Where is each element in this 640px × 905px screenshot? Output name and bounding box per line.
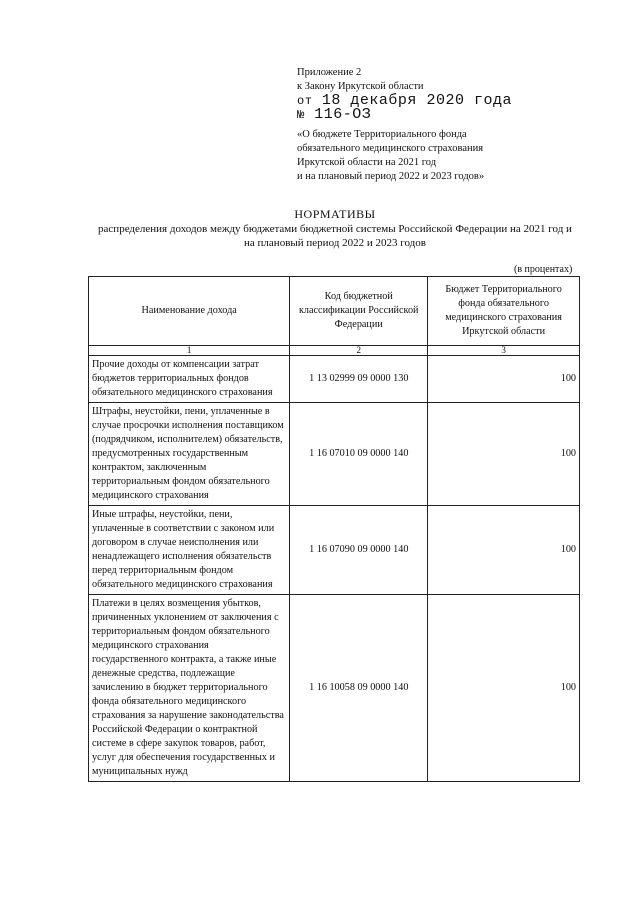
number-prefix: №: [297, 108, 305, 122]
document-title-block: [80, 207, 590, 250]
budget-code: 1 16 07010 09 0000 140: [290, 403, 428, 506]
table-header-row: [89, 277, 580, 346]
budget-code: 1 13 02999 09 0000 130: [290, 356, 428, 403]
budget-code: 1 16 10058 09 0000 140: [290, 595, 428, 782]
table-row: [89, 403, 580, 506]
law-title-line-2: обязательного медицинского страхования: [297, 143, 484, 154]
number-value: 116-ОЗ: [314, 106, 372, 123]
column-header-code: Код бюджетной классификации Российской Федерации: [290, 277, 428, 346]
revenue-name: Платежи в целях возмещения убытков, причиненных уклонением от заключения с территориальным фондом обязательного медицинского страхования государственного контракта, а также иные денежные средства, подлежащие зачислению в бюджет территориального фонда обязательного медицинского страхования за нарушение законодательства Российской Федерации о контрактной системе в сфере закупок товаров, работ, услуг для обеспечения государственных и муниципальных нужд: [89, 595, 290, 782]
date-value: 18 декабря 2020 года: [321, 92, 512, 109]
units-note: (в процентах): [514, 264, 573, 275]
table-row: [89, 595, 580, 782]
budget-code: 1 16 07090 09 0000 140: [290, 506, 428, 595]
revenue-norms-table: [88, 276, 580, 782]
column-header-budget: Бюджет Территориального фонда обязательного медицинского страхования Иркутской области: [428, 277, 580, 346]
document-title: НОРМАТИВЫ: [294, 207, 376, 221]
law-number-stamp: [297, 108, 512, 122]
revenue-name: Штрафы, неустойки, пени, уплаченные в случае просрочки исполнения поставщиком (подрядчиком, исполнителем) обязательств, предусмотренных государственным контрактом, заключенным территориальным фондом обязательного медицинского страхования: [89, 403, 290, 506]
column-header-name: Наименование дохода: [89, 277, 290, 346]
document-subtitle-line-1: распределения доходов между бюджетами бюджетной системы Российской Федерации на 2021 год и: [98, 223, 572, 235]
appendix-label: Приложение 2: [297, 67, 362, 78]
law-title-line-1: «О бюджете Территориального фонда: [297, 129, 467, 140]
law-title-line-3: Иркутской области на 2021 год: [297, 157, 437, 168]
table-row: [89, 356, 580, 403]
norm-value: 100: [428, 403, 580, 506]
column-number: 3: [428, 346, 580, 356]
norm-value: 100: [428, 506, 580, 595]
table-row: [89, 506, 580, 595]
appendix-header: [297, 66, 512, 184]
column-number: 2: [290, 346, 428, 356]
date-prefix: от: [297, 94, 313, 108]
revenue-name: Прочие доходы от компенсации затрат бюджетов территориальных фондов обязательного медицинского страхования: [89, 356, 290, 403]
norm-value: 100: [428, 595, 580, 782]
column-number: 1: [89, 346, 290, 356]
revenue-name: Иные штрафы, неустойки, пени, уплаченные в соответствии с законом или договором в случае неисполнения или ненадлежащего исполнения обязательств перед территориальным фондом обязательного медицинского страхования: [89, 506, 290, 595]
law-title-line-4: и на плановый период 2022 и 2023 годов»: [297, 171, 485, 182]
norm-value: 100: [428, 356, 580, 403]
document-subtitle-line-2: на плановый период 2022 и 2023 годов: [244, 237, 426, 249]
appendix-law-reference: к Закону Иркутской области: [297, 81, 424, 92]
column-number-row: [89, 346, 580, 356]
